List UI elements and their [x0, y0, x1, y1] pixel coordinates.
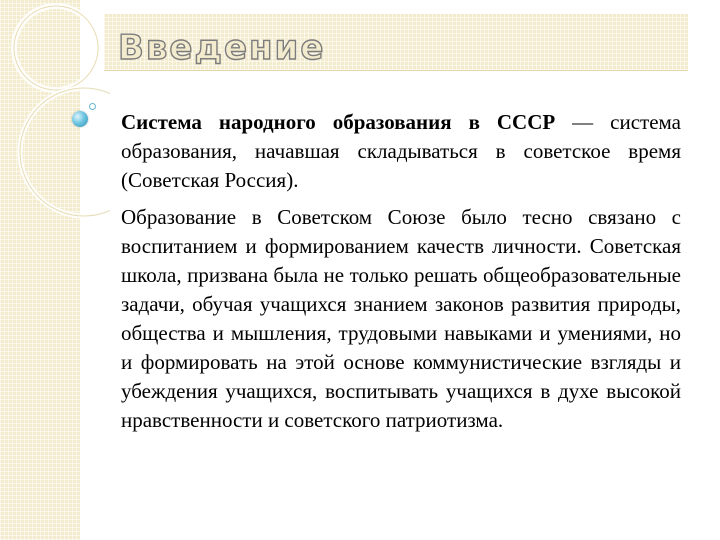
definition-term: Система народного образования в СССР	[121, 110, 556, 134]
circle-ornament	[0, 0, 110, 260]
slide-body	[121, 108, 681, 435]
paragraph-definition	[121, 108, 681, 195]
slide-title: Введение	[118, 28, 326, 68]
bullet-ring-icon	[89, 103, 96, 110]
paragraph-description: Образование в Советском Союзе было тесно связано с воспитанием и формированием качеств личности. Советская школа, призвана была не только решать общеобразовательные задачи, обучая учащихся знанием законов развития природы, общества и мышления, трудовыми навыками и умениями, но и формировать на этой основе коммунистические взгляды и убеждения учащихся, воспитывать учащихся в духе высокой нравственности и советского патриотизма.	[121, 205, 681, 432]
bullet-dot-icon	[72, 111, 88, 127]
definition-text: — система образования, начавшая складываться в советское время (Советская Россия).	[121, 110, 681, 192]
